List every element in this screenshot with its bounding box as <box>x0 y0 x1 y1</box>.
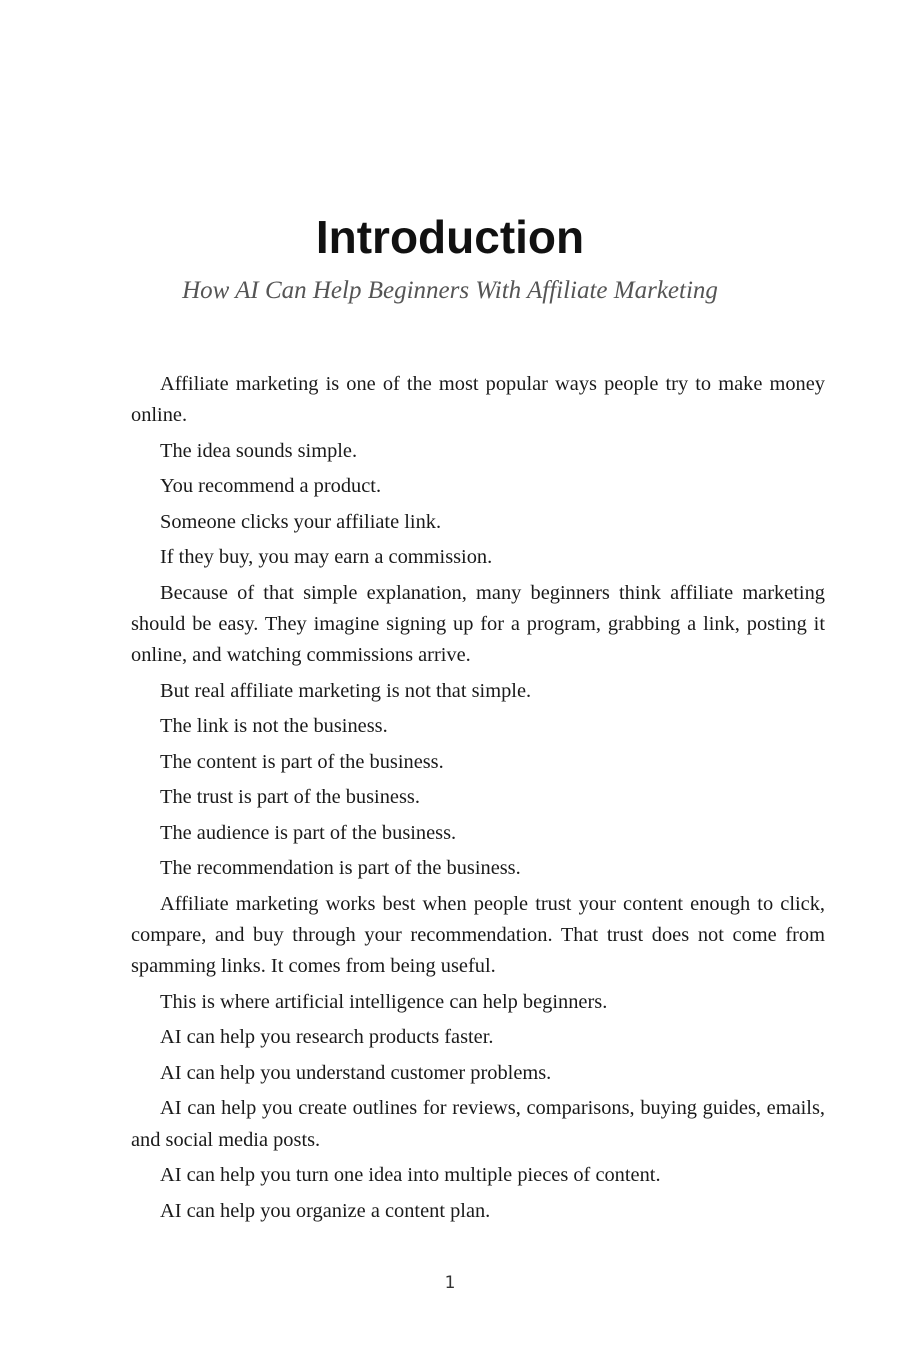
chapter-subtitle: How AI Can Help Beginners With Affiliate Marketing <box>182 277 718 304</box>
paragraph: AI can help you understand customer problems. <box>160 1061 552 1084</box>
body-text <box>131 369 825 1231</box>
paragraph: Affiliate marketing works best when people trust your content enough to click, compare, and buy through your recommendation. That trust does not come from spamming links. It comes from being useful. <box>131 892 825 978</box>
paragraph: Affiliate marketing is one of the most popular ways people try to make money online. <box>131 373 825 427</box>
paragraph: This is where artificial intelligence can help beginners. <box>160 990 608 1013</box>
paragraph: Someone clicks your affiliate link. <box>160 510 442 533</box>
paragraph: AI can help you turn one idea into multiple pieces of content. <box>160 1164 661 1187</box>
paragraph: If they buy, you may earn a commission. <box>160 546 493 569</box>
paragraph: The audience is part of the business. <box>160 821 457 844</box>
paragraph: The content is part of the business. <box>160 750 444 773</box>
paragraph: The idea sounds simple. <box>160 439 358 462</box>
paragraph: The trust is part of the business. <box>160 786 420 809</box>
paragraph: AI can help you create outlines for reviews, comparisons, buying guides, emails, and social media posts. <box>131 1097 825 1151</box>
paragraph: The link is not the business. <box>160 715 388 738</box>
page-number: 1 <box>444 1273 456 1293</box>
paragraph: AI can help you organize a content plan. <box>160 1199 491 1222</box>
paragraph: You recommend a product. <box>160 475 382 498</box>
paragraph: But real affiliate marketing is not that simple. <box>160 679 532 702</box>
paragraph: AI can help you research products faster. <box>160 1026 494 1049</box>
chapter-title: Introduction <box>315 211 585 263</box>
paragraph: Because of that simple explanation, many beginners think affiliate marketing should be easy. They imagine signing up for a program, grabbing a link, posting it online, and watching commissions arrive. <box>131 581 825 667</box>
paragraph: The recommendation is part of the business. <box>160 857 521 880</box>
